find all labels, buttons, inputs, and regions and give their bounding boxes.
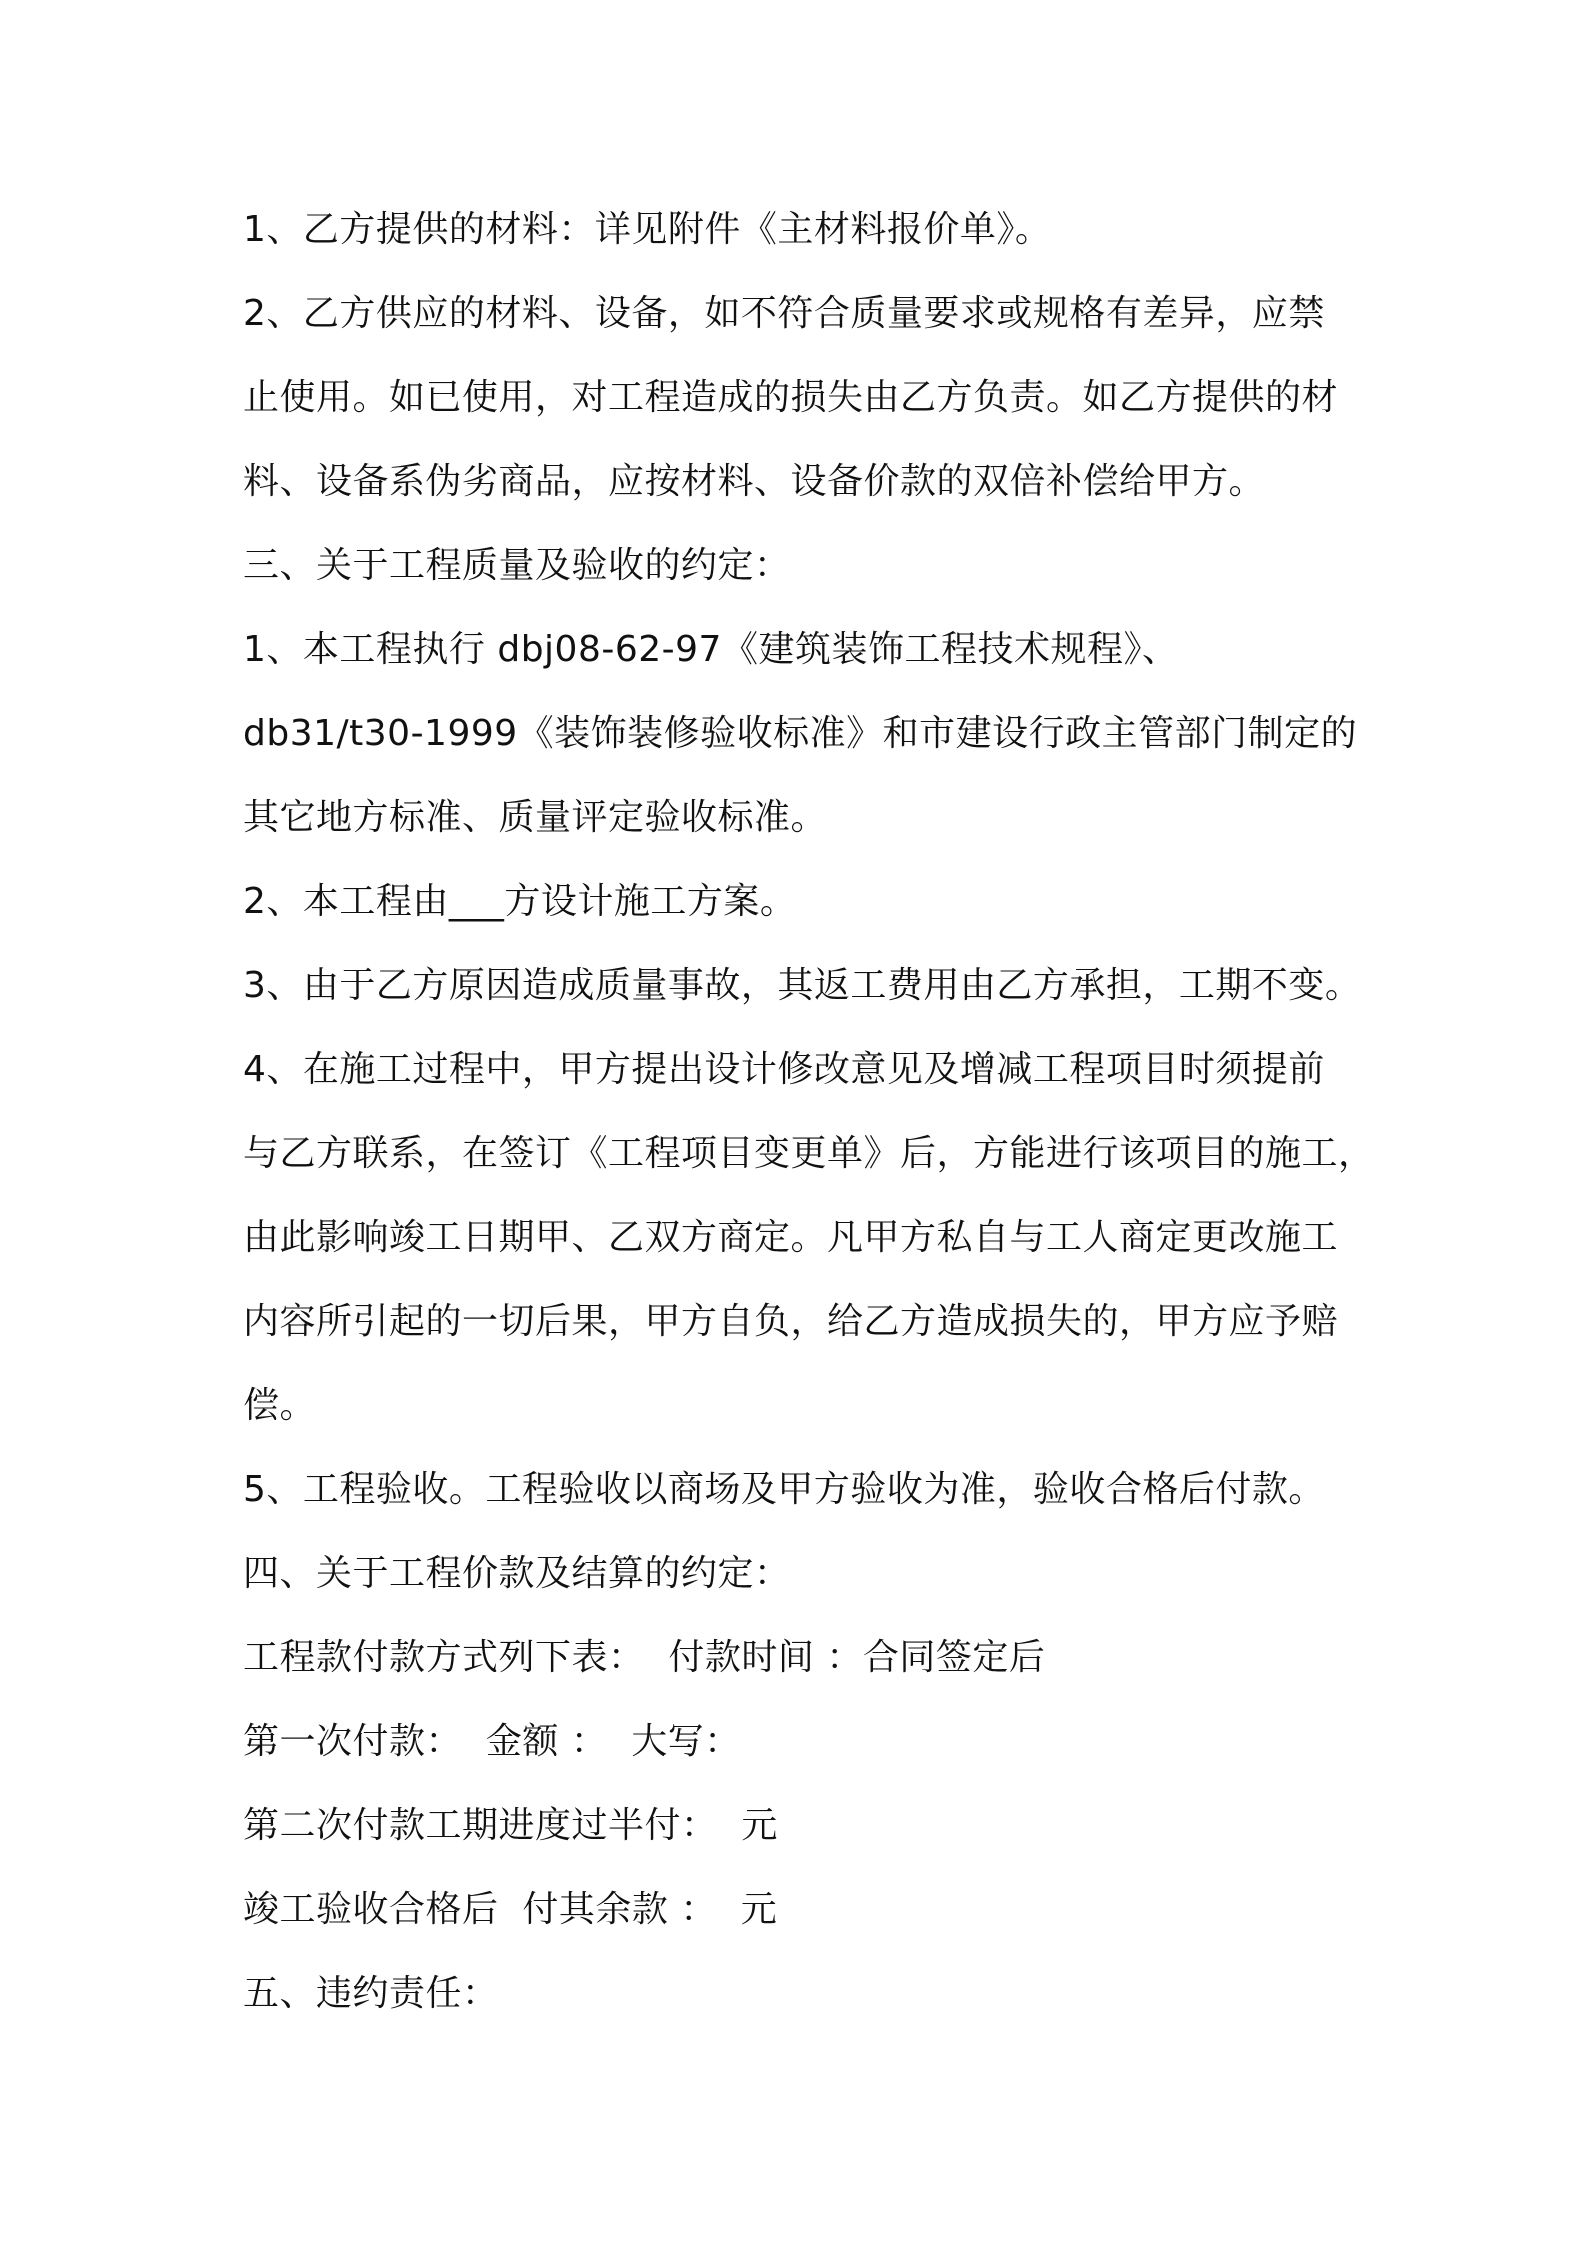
section-heading: 三、关于工程质量及验收的约定： — [243, 545, 791, 586]
text-line: 5、工程验收。工程验收以商场及甲方验收为准，验收合格后付款。 — [243, 1469, 1325, 1510]
text-line: 第一次付款： 金额 ： 大写： — [243, 1721, 741, 1762]
text-line: 料、设备系伪劣商品，应按材料、设备价款的双倍补偿给甲方。 — [243, 461, 1266, 502]
text-line: 第二次付款工期进度过半付： 元 — [243, 1805, 778, 1846]
text-line: 由此影响竣工日期甲、乙双方商定。凡甲方私自与工人商定更改施工 — [243, 1217, 1339, 1258]
text-line: 偿。 — [243, 1385, 317, 1426]
text-line: 2、本工程由___方设计施工方案。 — [243, 881, 797, 922]
text-line: 内容所引起的一切后果，甲方自负，给乙方造成损失的，甲方应予赔 — [243, 1301, 1339, 1342]
text-line: db31/t30-1999《装饰装修验收标准》和市建设行政主管部门制定的 — [243, 713, 1358, 754]
text-line: 与乙方联系，在签订《工程项目变更单》后，方能进行该项目的施工， — [243, 1133, 1375, 1174]
text-line: 3、由于乙方原因造成质量事故，其返工费用由乙方承担，工期不变。 — [243, 965, 1362, 1006]
text-line: 2、乙方供应的材料、设备，如不符合质量要求或规格有差异，应禁 — [243, 293, 1325, 334]
text-line: 1、乙方提供的材料：详见附件《主材料报价单》。 — [243, 209, 1052, 250]
text-line: 竣工验收合格后 付其余款 ： 元 — [243, 1889, 778, 1930]
text-line: 1、本工程执行 dbj08-62-97《建筑装饰工程技术规程》、 — [243, 629, 1179, 670]
section-heading: 五、违约责任： — [243, 1973, 499, 2014]
text-line: 工程款付款方式列下表： 付款时间 ：合同签定后 — [243, 1637, 1046, 1678]
text-line: 其它地方标准、质量评定验收标准。 — [243, 797, 828, 838]
text-line: 4、在施工过程中，甲方提出设计修改意见及增减工程项目时须提前 — [243, 1049, 1325, 1090]
section-heading: 四、关于工程价款及结算的约定： — [243, 1553, 791, 1594]
text-line: 止使用。如已使用，对工程造成的损失由乙方负责。如乙方提供的材 — [243, 377, 1339, 418]
